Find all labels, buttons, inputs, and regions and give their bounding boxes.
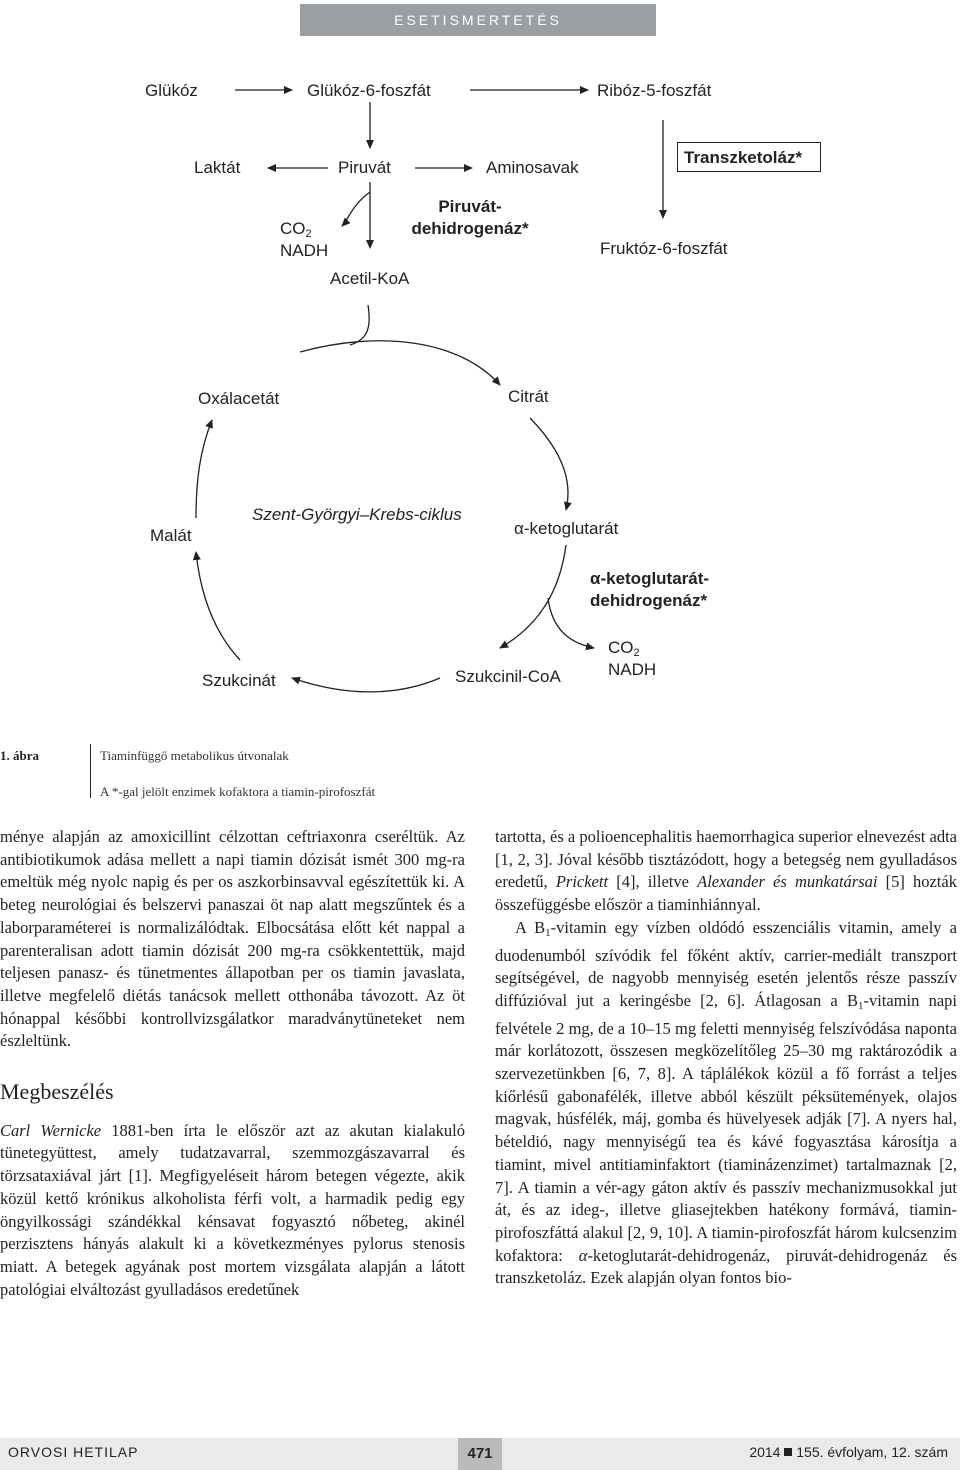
arrow-piruvat-to-co2 (342, 192, 370, 226)
arrow-acetilkoa-to-cycle (350, 305, 369, 345)
label-glukoz-6-foszfat: Glükóz-6-foszfát (307, 81, 431, 100)
cycle-arc-akg-co2 (548, 598, 594, 648)
label-co2-pdh: $CO_2$ (280, 219, 312, 240)
label-nadh-akgdh: NADH (608, 660, 657, 679)
label-szukcinat: Szukcinát (202, 671, 276, 690)
label-citrat: Citrát (508, 387, 549, 406)
cycle-arc-oxal-citrat (300, 341, 500, 385)
label-malat: Malát (150, 526, 192, 545)
paragraph: ménye alapján az amoxicillint célzottan ceftriaxonra cseréltük. Az antibiotikumok adása mellett a napi tiamin dózisát ismét 300 mg-ra emeltük még nyolc napig és per os aszkorbinsavval egészítettük ki. A beteg neurológiai és belszervi panaszai öt nap alatt megszűntek és a laborparaméterei is normalizálódtak. Elbocsátása előtt két nappal a parenteralisan adott tiamin dózisát 200 mg-ra csökkentettük, majd teljesen panasz- és tünetmentes állapotban per os tiamin javaslata, illetve megfelelő diétás tanácsok mellett otthonába távozott. Az öt hónappal későbbi kontrollvizsgálatkor maradványtüneteket nem észleltünk. (0, 827, 465, 1051)
label-piruvat-dehidrogenaz-2: dehidrogenáz* (411, 219, 529, 238)
paragraph: Carl Wernicke 1881-ben írta le először azt az akutan kialakuló tünetegyüttest, amely tudatzavarral, szemmozgászavarral és törzsataxiával járt [1]. Megfigyeléseit három betegen végezte, akik közül kettő krónikus alkoholista férfi volt, a harmadik pedig egy öngyilkossági szándékkal kénsavat fogyasztó nőbeteg, akinél perzisztens hányás alakult ki a következményes pylorus stenosis miatt. A betegek agyának post mortem vizsgálata alapján a látott patológiai elváltozást gyulladásos eredetűnek (0, 1120, 465, 1299)
label-akg-dehidrogenaz-2: dehidrogenáz* (590, 591, 708, 610)
label-akg-dehidrogenaz-1: α-ketoglutarát- (590, 569, 710, 588)
cycle-arc-akg-szukcinil (500, 545, 566, 648)
label-fruktoz-6-foszfat: Fruktóz-6-foszfát (600, 239, 728, 258)
label-nadh-pdh: NADH (280, 241, 329, 260)
section-heading: Megbeszélés (0, 1079, 114, 1105)
cycle-arc-szukcinat-malat (196, 552, 240, 660)
label-szukcinil-coa: Szukcinil-CoA (455, 667, 561, 686)
journal-name: ORVOSI HETILAP (8, 1444, 139, 1460)
paragraph: A $B_1$-vitamin egy vízben oldódó esszenciális vitamin, amely a duodenumból szívódik fel főként aktív, carrier-mediált transzport segítségével, de nagyobb mennyiség esetén jelentős része passzív diffúzióval jut a keringésbe [2, 6]. Átlagosan a $B_1$-vitamin napi felvétele 2 mg, de a 10–15 mg feletti mennyiség felszívódása naponta már korlátozott, összesen megközelítőleg 25–30 mg raktározódik a szervezetünkben [6, 7, 8]. A táplálékok közül a fő forrást a teljes kiőrlésű gabonafélék, illetve abból készült péksütemények, olajos magvak, húsfélék, máj, gomba és hüvelyesek adják [7]. A nyers hal, bételdió, nagy mennyiségű tea és kávé fogyasztása károsítja a tiamint, mivel antitiaminfaktort (tiaminázenzimet) tartalmaznak [2, 7]. A tiamin a vér-agy gáton aktív és passzív mechanizmusokkal jut át, és az ideg-, illetve gliasejtekben hatékony formává, tiamin-pirofoszfáttá alakul [2, 9, 10]. A tiamin-pirofoszfát három kulcsenzim kofaktora: α-ketoglutarát-dehidrogenáz, piruvát-dehidrogenáz és transzketoláz. Ezek alapján olyan fontos bio- (495, 917, 957, 1288)
label-piruvat: Piruvát (338, 158, 391, 177)
label-oxalacetat: Oxálacetát (198, 389, 280, 408)
label-piruvat-dehidrogenaz-1: Piruvát- (438, 197, 502, 216)
cycle-arc-szukcinil-szukcinat (292, 678, 440, 692)
label-aminosavak: Aminosavak (486, 158, 579, 177)
label-co2-akgdh: $CO_2$ (608, 638, 640, 659)
left-column (0, 826, 465, 1301)
cycle-arc-citrat-akg (530, 418, 568, 510)
label-a-ketoglutarat: α-ketoglutarát (514, 519, 619, 538)
figure-number: 1. ábra (0, 748, 39, 763)
square-icon (784, 1448, 792, 1456)
cycle-arc-malat-oxal (196, 420, 212, 518)
label-riboz-5-foszfat: Ribóz-5-foszfát (597, 81, 712, 100)
label-laktat: Laktát (194, 158, 241, 177)
issue-info: 2014 155. évfolyam, 12. szám (749, 1444, 948, 1460)
figure-note: A *-gal jelölt enzimek kofaktora a tiamin-pirofoszfát (100, 784, 376, 799)
label-cycle-name: Szent-Györgyi–Krebs-ciklus (252, 505, 462, 524)
figure-title: Tiaminfüggő metabolikus útvonalak (100, 748, 289, 763)
paragraph: tartotta, és a polioencephalitis haemorrhagica superior elnevezést adta [1, 2, 3]. Jóval később tisztázódott, hogy a betegség nem gyulladásos eredetű, Prickett [4], illetve Alexander és munkatársai [5] hozták összefüggésbe először a tiaminhiánnyal. (495, 827, 957, 915)
label-glukoz: Glükóz (145, 81, 198, 100)
caption-divider (90, 744, 91, 798)
section-title: ESETISMERTETÉS (394, 12, 562, 28)
page-footer (0, 1438, 960, 1470)
right-column (495, 826, 957, 1290)
author-name: Carl Wernicke (0, 1120, 102, 1140)
page-number: 471 (458, 1438, 502, 1470)
metabolic-pathway-diagram (0, 0, 960, 730)
label-acetil-koa: Acetil-KoA (330, 269, 410, 288)
label-transzketolaz: Transzketoláz* (684, 148, 803, 167)
